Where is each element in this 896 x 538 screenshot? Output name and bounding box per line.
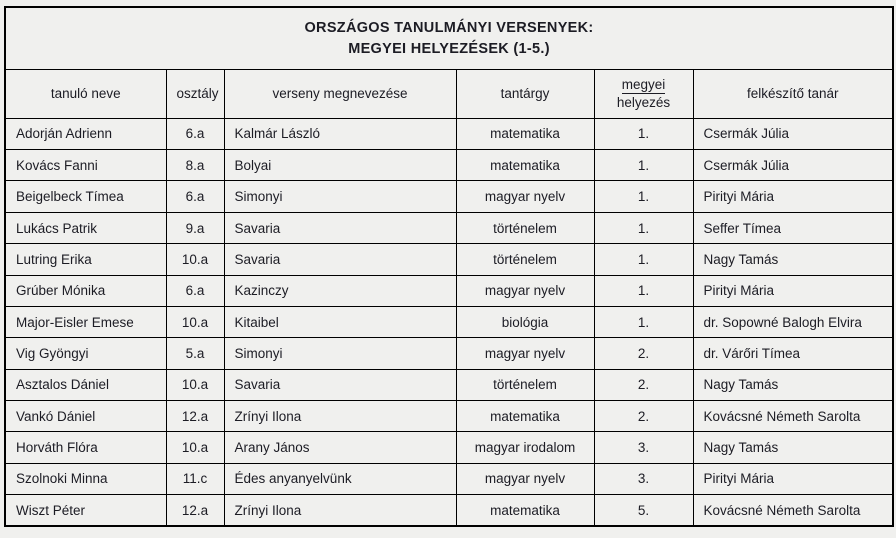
competition-name-cell: Bolyai: [224, 150, 456, 181]
competition-name-cell: Savaria: [224, 212, 456, 243]
teacher-cell: Kovácsné Németh Sarolta: [693, 495, 893, 526]
competition-results-table: [4, 6, 894, 527]
county-place-cell: 1.: [594, 181, 693, 212]
class-cell: 10.a: [166, 306, 224, 337]
county-place-cell: 3.: [594, 463, 693, 494]
table-row: [5, 244, 893, 275]
subject-cell: matematika: [456, 401, 594, 432]
table-row: [5, 212, 893, 243]
table-row: [5, 338, 893, 369]
student-name-cell: Vankó Dániel: [5, 401, 166, 432]
table-row: [5, 275, 893, 306]
class-cell: 12.a: [166, 495, 224, 526]
class-cell: 5.a: [166, 338, 224, 369]
student-name-cell: Vig Gyöngyi: [5, 338, 166, 369]
table-row: [5, 432, 893, 463]
student-name-cell: Lutring Erika: [5, 244, 166, 275]
table-row: [5, 118, 893, 149]
competition-name-cell: Savaria: [224, 244, 456, 275]
table-row: [5, 495, 893, 526]
title-row: [5, 7, 893, 70]
class-cell: 6.a: [166, 118, 224, 149]
subject-cell: magyar nyelv: [456, 463, 594, 494]
header-competition-name: verseny megnevezése: [224, 70, 456, 119]
competition-name-cell: Simonyi: [224, 181, 456, 212]
competition-name-cell: Savaria: [224, 369, 456, 400]
county-place-cell: 3.: [594, 432, 693, 463]
table-row: [5, 306, 893, 337]
header-student-name: tanuló neve: [5, 70, 166, 119]
teacher-cell: Pirityi Mária: [693, 181, 893, 212]
page-title: [5, 7, 893, 70]
class-cell: 9.a: [166, 212, 224, 243]
teacher-cell: dr. Várőri Tímea: [693, 338, 893, 369]
competition-name-cell: Édes anyanyelvünk: [224, 463, 456, 494]
competition-name-cell: Kitaibel: [224, 306, 456, 337]
header-class: osztály: [166, 70, 224, 119]
subject-cell: történelem: [456, 369, 594, 400]
header-county-place-line2: helyezés: [616, 94, 671, 110]
title-line-1: ORSZÁGOS TANULMÁNYI VERSENYEK:: [304, 19, 594, 36]
county-place-cell: 1.: [594, 306, 693, 337]
teacher-cell: Nagy Tamás: [693, 244, 893, 275]
class-cell: 10.a: [166, 432, 224, 463]
class-cell: 10.a: [166, 369, 224, 400]
county-place-cell: 2.: [594, 369, 693, 400]
county-place-cell: 1.: [594, 212, 693, 243]
class-cell: 6.a: [166, 181, 224, 212]
competition-name-cell: Kazinczy: [224, 275, 456, 306]
county-place-cell: 1.: [594, 275, 693, 306]
student-name-cell: Kovács Fanni: [5, 150, 166, 181]
header-county-place-line1: megyei: [621, 76, 666, 92]
header-row: [5, 70, 893, 119]
competition-name-cell: Zrínyi Ilona: [224, 401, 456, 432]
teacher-cell: Csermák Júlia: [693, 118, 893, 149]
table-body: [5, 7, 893, 526]
county-place-cell: 2.: [594, 401, 693, 432]
county-place-cell: 1.: [594, 244, 693, 275]
subject-cell: matematika: [456, 495, 594, 526]
teacher-cell: Nagy Tamás: [693, 432, 893, 463]
student-name-cell: Adorján Adrienn: [5, 118, 166, 149]
subject-cell: magyar nyelv: [456, 181, 594, 212]
teacher-cell: Pirityi Mária: [693, 463, 893, 494]
county-place-cell: 5.: [594, 495, 693, 526]
subject-cell: történelem: [456, 212, 594, 243]
teacher-cell: dr. Sopowné Balogh Elvira: [693, 306, 893, 337]
student-name-cell: Szolnoki Minna: [5, 463, 166, 494]
teacher-cell: Nagy Tamás: [693, 369, 893, 400]
subject-cell: biológia: [456, 306, 594, 337]
table-row: [5, 181, 893, 212]
student-name-cell: Beigelbeck Tímea: [5, 181, 166, 212]
student-name-cell: Wiszt Péter: [5, 495, 166, 526]
teacher-cell: Kovácsné Németh Sarolta: [693, 401, 893, 432]
table-row: [5, 463, 893, 494]
class-cell: 8.a: [166, 150, 224, 181]
subject-cell: magyar irodalom: [456, 432, 594, 463]
county-place-cell: 1.: [594, 118, 693, 149]
teacher-cell: Csermák Júlia: [693, 150, 893, 181]
class-cell: 6.a: [166, 275, 224, 306]
subject-cell: magyar nyelv: [456, 275, 594, 306]
teacher-cell: Pirityi Mária: [693, 275, 893, 306]
student-name-cell: Asztalos Dániel: [5, 369, 166, 400]
table-row: [5, 150, 893, 181]
header-county-place: [594, 70, 693, 119]
student-name-cell: Lukács Patrik: [5, 212, 166, 243]
header-subject: tantárgy: [456, 70, 594, 119]
header-teacher: felkészítő tanár: [693, 70, 893, 119]
subject-cell: matematika: [456, 150, 594, 181]
class-cell: 12.a: [166, 401, 224, 432]
student-name-cell: Horváth Flóra: [5, 432, 166, 463]
subject-cell: magyar nyelv: [456, 338, 594, 369]
table-row: [5, 369, 893, 400]
subject-cell: történelem: [456, 244, 594, 275]
county-place-cell: 1.: [594, 150, 693, 181]
competition-name-cell: Arany János: [224, 432, 456, 463]
class-cell: 11.c: [166, 463, 224, 494]
competition-name-cell: Simonyi: [224, 338, 456, 369]
class-cell: 10.a: [166, 244, 224, 275]
county-place-cell: 2.: [594, 338, 693, 369]
title-line-2: MEGYEI HELYEZÉSEK (1-5.): [348, 40, 550, 57]
subject-cell: matematika: [456, 118, 594, 149]
competition-name-cell: Zrínyi Ilona: [224, 495, 456, 526]
student-name-cell: Major-Eisler Emese: [5, 306, 166, 337]
student-name-cell: Grúber Mónika: [5, 275, 166, 306]
table-row: [5, 401, 893, 432]
competition-name-cell: Kalmár László: [224, 118, 456, 149]
teacher-cell: Seffer Tímea: [693, 212, 893, 243]
